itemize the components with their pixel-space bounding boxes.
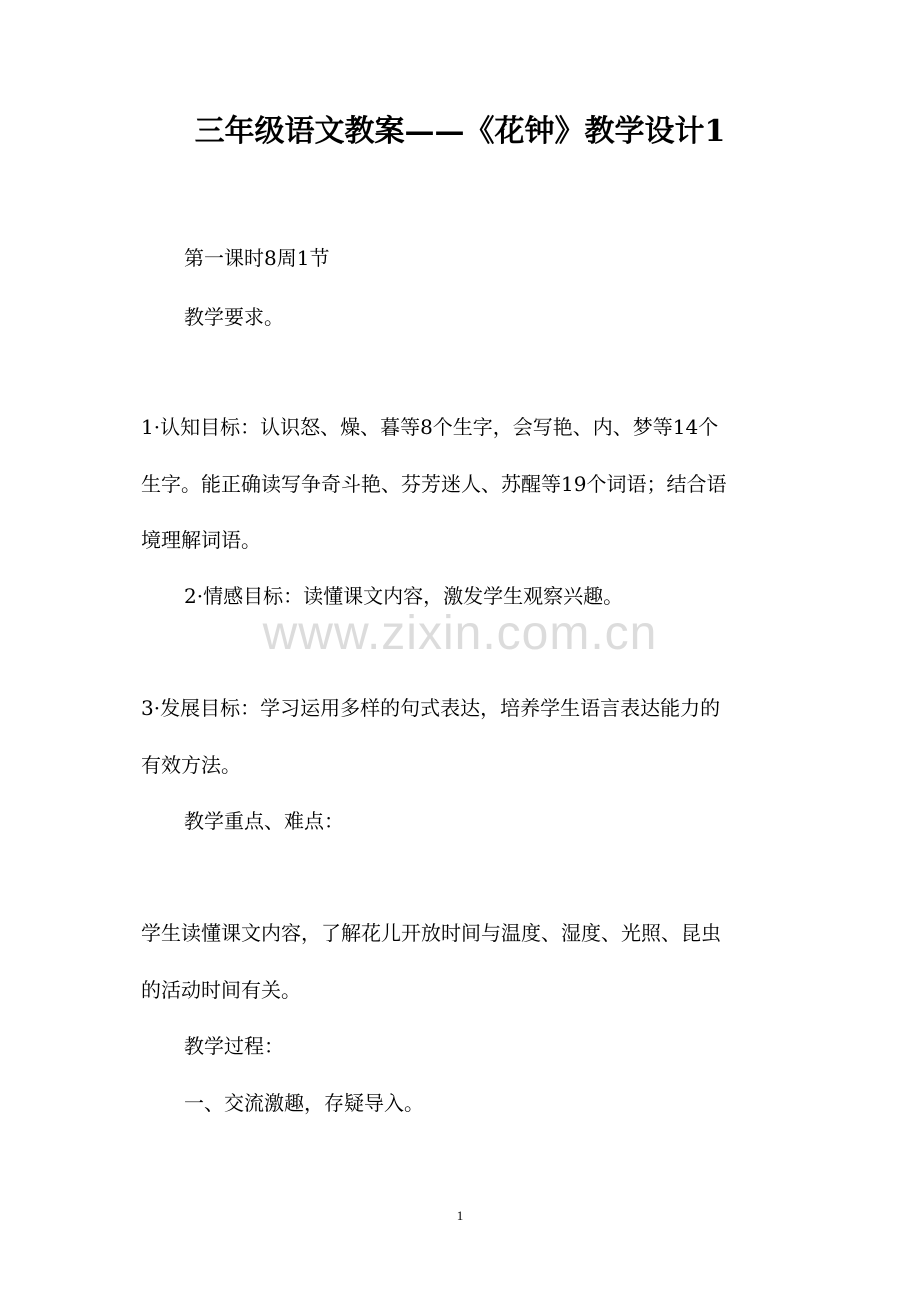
emotional-goal-line: 2·情感目标：读懂课文内容，激发学生观察兴趣。 [184,584,624,608]
section-one-heading: 一、交流激趣，存疑导入。 [184,1091,424,1115]
document-title: 三年级语文教案——《花钟》教学设计1 [194,114,726,149]
lesson-period-line: 第一课时8周1节 [184,246,330,270]
cognitive-goal-line-3: 境理解词语。 [141,528,261,552]
page-number: 1 [456,1208,464,1223]
development-goal-line-1: 3·发展目标：学习运用多样的句式表达，培养学生语言表达能力的 [141,696,721,720]
key-points-line-1: 学生读懂课文内容，了解花儿开放时间与温度、湿度、光照、昆虫 [141,921,721,945]
teaching-process-heading: 教学过程： [184,1034,284,1058]
cognitive-goal-line-1: 1·认知目标：认识怒、燥、暮等8个生字，会写艳、内、梦等14个 [141,415,719,439]
key-points-line-2: 的活动时间有关。 [141,978,301,1002]
watermark: www.zixin.com.cn [262,607,658,660]
cognitive-goal-line-2: 生字。能正确读写争奇斗艳、芬芳迷人、苏醒等19个词语；结合语 [141,472,727,496]
key-points-heading: 教学重点、难点： [184,809,344,833]
teaching-requirements-heading: 教学要求。 [184,305,284,329]
development-goal-line-2: 有效方法。 [141,753,241,777]
